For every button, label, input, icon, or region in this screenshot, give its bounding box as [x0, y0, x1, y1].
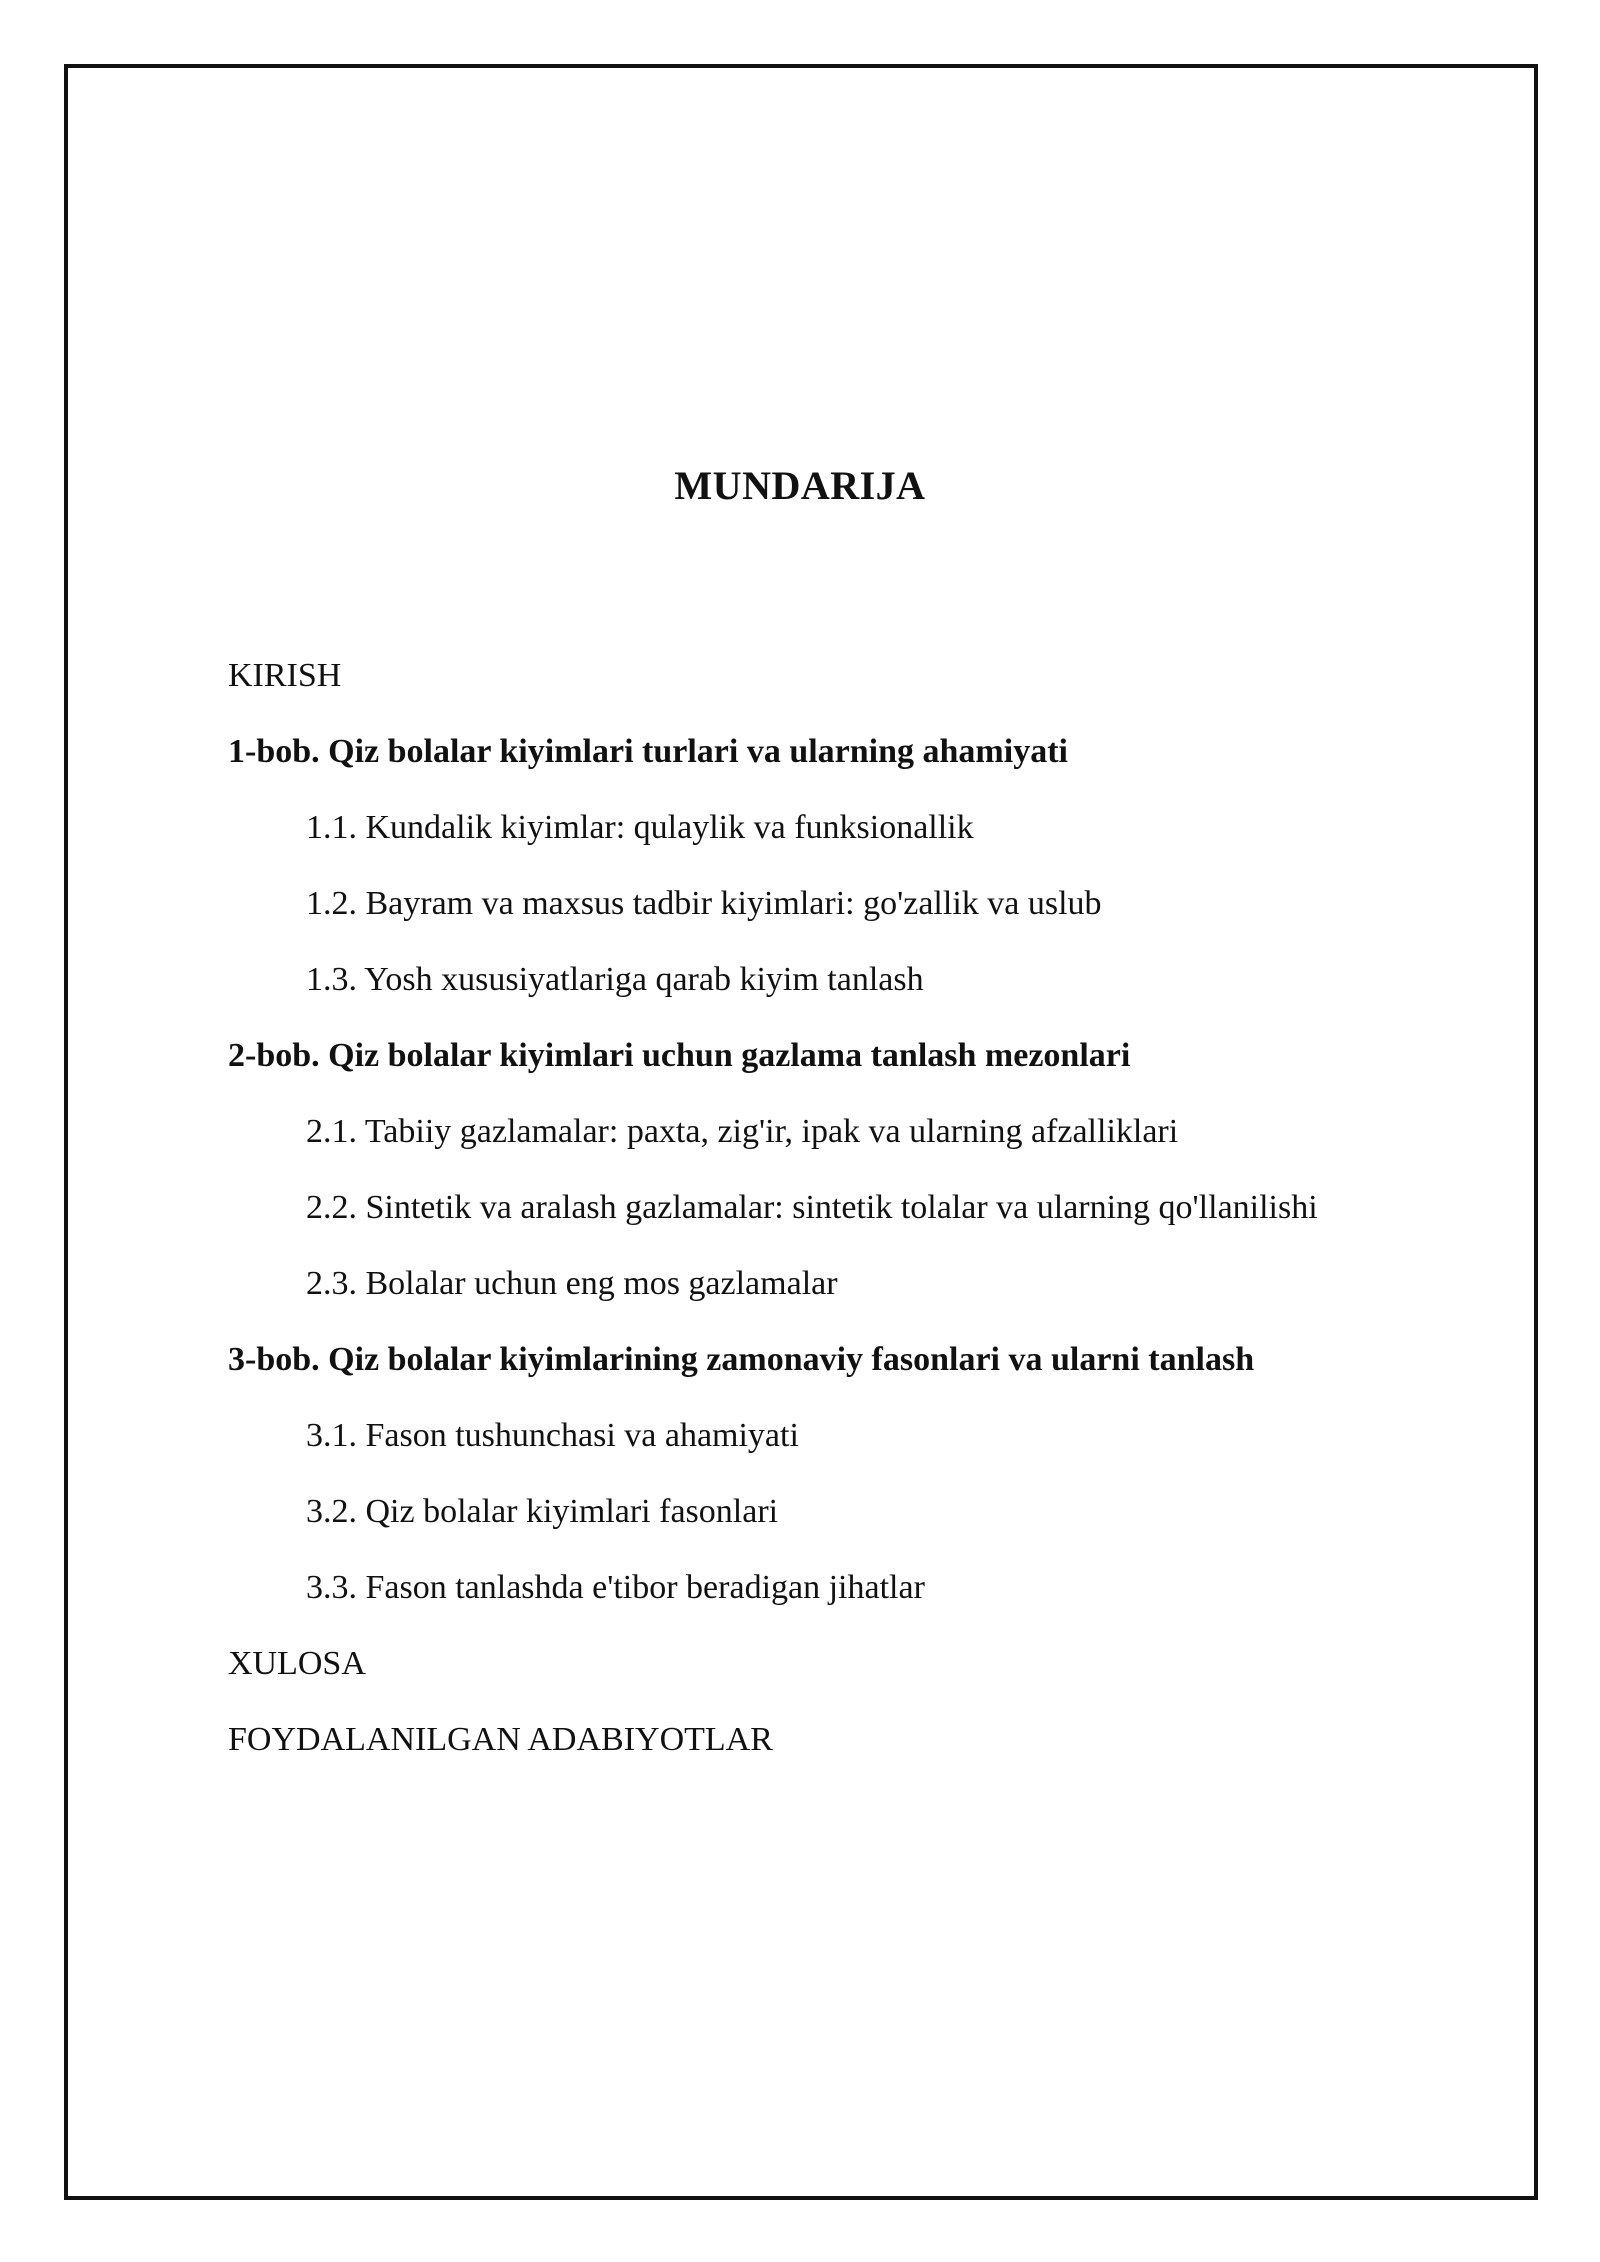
toc-entry-references: FOYDALANILGAN ADABIYOTLAR	[228, 1721, 773, 1758]
toc-entry-section-3-1: 3.1. Fason tushunchasi va ahamiyati	[306, 1417, 799, 1454]
toc-entry-section-1-3: 1.3. Yosh xususiyatlariga qarab kiyim tanlash	[306, 961, 924, 998]
toc-entry-chapter-3: 3-bob. Qiz bolalar kiyimlarining zamonaviy fasonlari va ularni tanlash	[228, 1341, 1255, 1378]
toc-entry-section-2-2: 2.2. Sintetik va aralash gazlamalar: sintetik tolalar va ularning qo'llanilishi	[306, 1189, 1318, 1226]
table-of-contents	[228, 638, 1488, 1778]
toc-entry-section-1-1: 1.1. Kundalik kiyimlar: qulaylik va funksionallik	[306, 809, 974, 846]
toc-entry-section-2-1: 2.1. Tabiiy gazlamalar: paxta, zig'ir, ipak va ularning afzalliklari	[306, 1113, 1179, 1150]
toc-entry-section-1-2: 1.2. Bayram va maxsus tadbir kiyimlari: go'zallik va uslub	[306, 885, 1102, 922]
page-title: MUNDARIJA	[674, 463, 926, 508]
toc-entry-chapter-2: 2-bob. Qiz bolalar kiyimlari uchun gazlama tanlash mezonlari	[228, 1037, 1131, 1074]
toc-entry-conclusion: XULOSA	[228, 1645, 366, 1682]
toc-entry-section-2-3: 2.3. Bolalar uchun eng mos gazlamalar	[306, 1265, 838, 1302]
toc-entry-section-3-2: 3.2. Qiz bolalar kiyimlari fasonlari	[306, 1493, 779, 1530]
toc-entry-introduction: KIRISH	[228, 657, 342, 694]
toc-entry-section-3-3: 3.3. Fason tanlashda e'tibor beradigan jihatlar	[306, 1569, 925, 1606]
toc-entry-chapter-1: 1-bob. Qiz bolalar kiyimlari turlari va ularning ahamiyati	[228, 733, 1068, 770]
